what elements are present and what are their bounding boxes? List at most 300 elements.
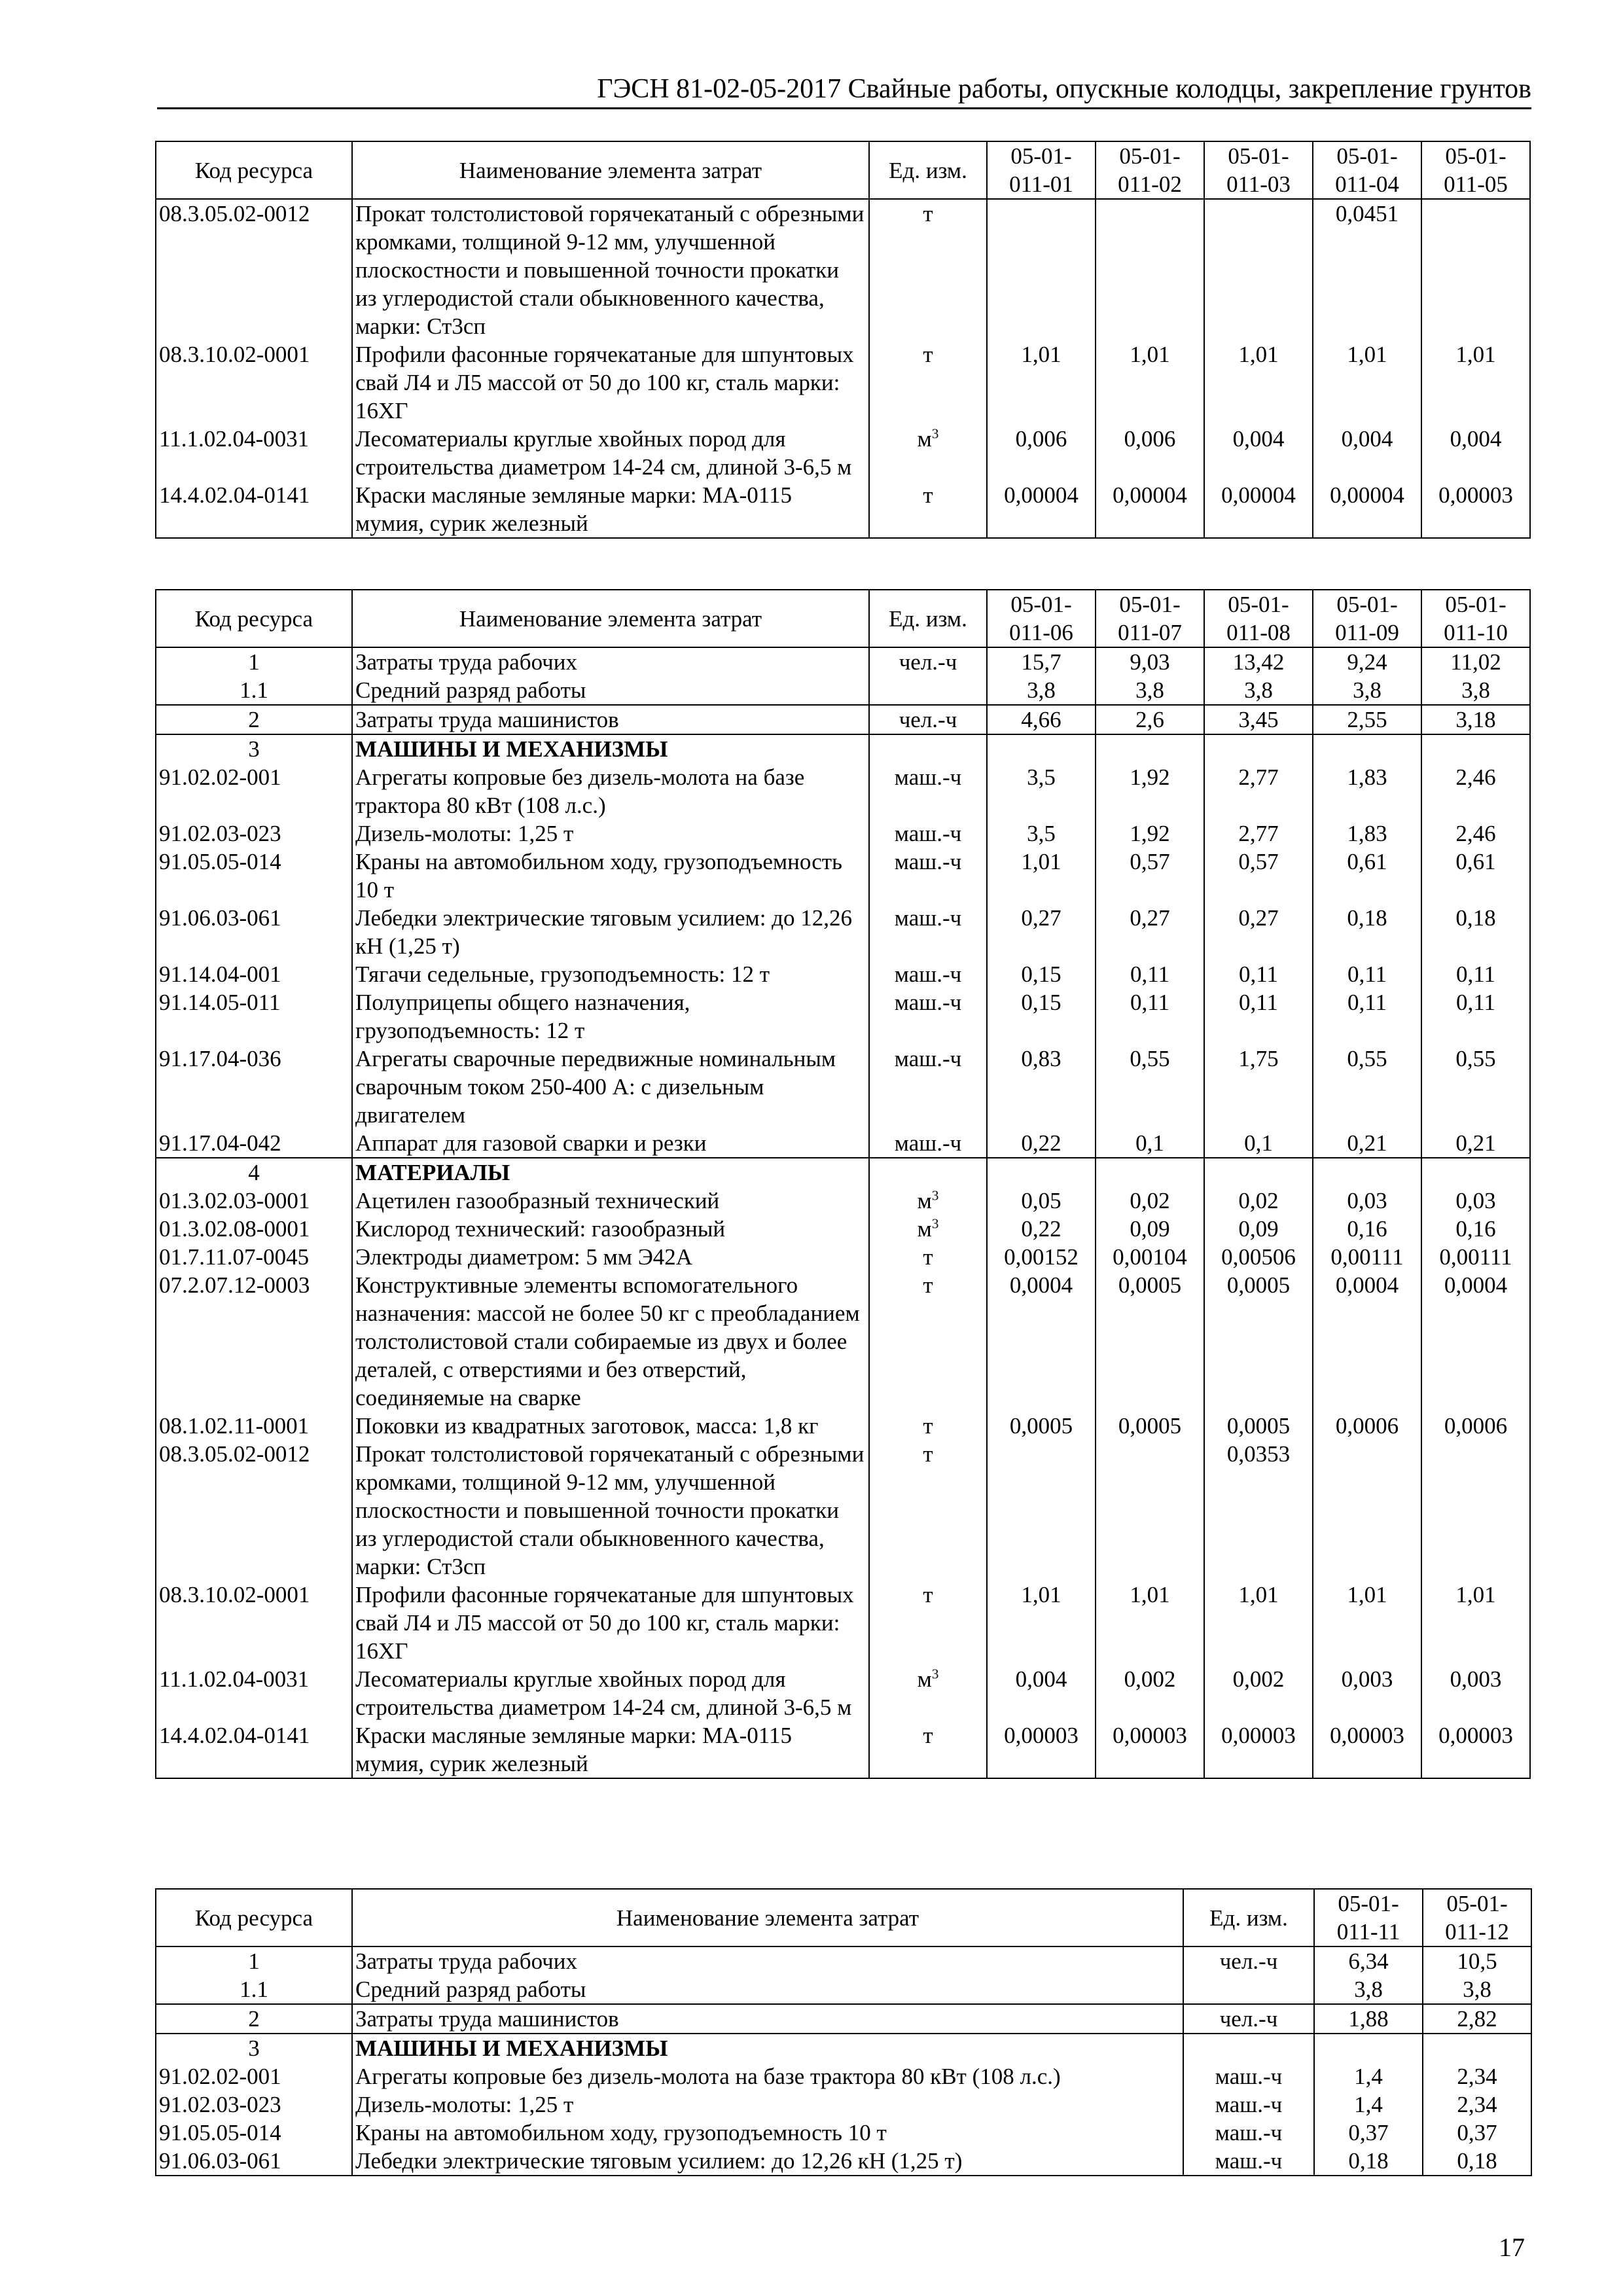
row-value: 1,01 bbox=[1421, 1581, 1530, 1665]
row-value: 0,00003 bbox=[1421, 1721, 1530, 1778]
row-unit bbox=[869, 988, 987, 1045]
header-row bbox=[156, 590, 1530, 647]
row-value: 0,03 bbox=[1313, 1187, 1421, 1215]
row-value: 0,004 bbox=[1313, 425, 1421, 481]
row-value: 1,83 bbox=[1313, 763, 1421, 819]
row-value: 2,46 bbox=[1421, 763, 1530, 819]
row-value: 0,00152 bbox=[987, 1243, 1096, 1271]
row-unit-text: м bbox=[917, 1666, 932, 1692]
row-code: 4 bbox=[156, 1158, 352, 1187]
row-value: 1,01 bbox=[1204, 1581, 1313, 1665]
row-unit bbox=[869, 848, 987, 904]
row-code: 2 bbox=[156, 705, 352, 734]
header-column-2: 05-01-011-12 bbox=[1423, 1889, 1531, 1946]
row-value: 0,00111 bbox=[1313, 1243, 1421, 1271]
row-unit bbox=[869, 1412, 987, 1440]
row-value bbox=[1423, 2034, 1531, 2062]
row-unit bbox=[869, 1440, 987, 1581]
row-value: 1,01 bbox=[1096, 340, 1204, 425]
row-unit-text: маш.-ч bbox=[894, 849, 962, 874]
header-column-4: 05-01-011-09 bbox=[1313, 590, 1421, 647]
header-column-5: 05-01-011-10 bbox=[1421, 590, 1530, 647]
row-unit-text: т bbox=[923, 1272, 933, 1298]
row-value: 0,0353 bbox=[1204, 1440, 1313, 1581]
row-unit bbox=[1183, 2147, 1314, 2176]
row-unit bbox=[869, 1243, 987, 1271]
row-value: 0,0004 bbox=[987, 1271, 1096, 1412]
row-unit bbox=[869, 904, 987, 960]
row-name: Затраты труда рабочих bbox=[352, 647, 869, 676]
row-value: 0,00004 bbox=[1204, 481, 1313, 538]
row-value bbox=[1421, 199, 1530, 340]
table-row bbox=[156, 199, 1530, 340]
document-header: ГЭСН 81-02-05-2017 Свайные работы, опускные колодцы, закрепление грунтов bbox=[597, 74, 1531, 104]
row-value: 0,18 bbox=[1313, 904, 1421, 960]
row-value: 0,00004 bbox=[1313, 481, 1421, 538]
row-value: 0,09 bbox=[1204, 1215, 1313, 1243]
row-value: 0,02 bbox=[1204, 1187, 1313, 1215]
row-value: 0,0005 bbox=[1204, 1412, 1313, 1440]
table-row bbox=[156, 1271, 1530, 1412]
row-value: 1,4 bbox=[1314, 2062, 1423, 2090]
row-value: 2,34 bbox=[1423, 2090, 1531, 2119]
table-row bbox=[156, 647, 1530, 676]
row-unit bbox=[869, 676, 987, 705]
row-unit-superscript: 3 bbox=[931, 1187, 939, 1204]
row-code: 08.3.10.02-0001 bbox=[156, 340, 352, 425]
row-unit bbox=[869, 481, 987, 538]
resource-table-3 bbox=[155, 1888, 1532, 2176]
row-code: 91.14.04-001 bbox=[156, 960, 352, 988]
header-column-3: 05-01-011-03 bbox=[1204, 141, 1313, 199]
table-row bbox=[156, 1158, 1530, 1187]
row-code: 1.1 bbox=[156, 1975, 352, 2004]
row-name: Средний разряд работы bbox=[352, 676, 869, 705]
table-row bbox=[156, 676, 1530, 705]
header-column-3: 05-01-011-08 bbox=[1204, 590, 1313, 647]
table-row bbox=[156, 2147, 1531, 2176]
row-value: 0,00004 bbox=[987, 481, 1096, 538]
row-unit-text: маш.-ч bbox=[1215, 2064, 1283, 2089]
row-value: 0,00004 bbox=[1096, 481, 1204, 538]
row-value: 0,0005 bbox=[1204, 1271, 1313, 1412]
row-code: 11.1.02.04-0031 bbox=[156, 1665, 352, 1721]
row-code: 91.06.03-061 bbox=[156, 2147, 352, 2176]
row-name: Полуприцепы общего назначения, грузоподъемность: 12 т bbox=[352, 988, 869, 1045]
table-row bbox=[156, 848, 1530, 904]
row-code: 1 bbox=[156, 1946, 352, 1975]
table-row bbox=[156, 988, 1530, 1045]
row-value: 0,55 bbox=[1096, 1045, 1204, 1129]
row-name: Дизель-молоты: 1,25 т bbox=[352, 819, 869, 848]
row-unit-text: маш.-ч bbox=[894, 961, 962, 987]
header-column-4: 05-01-011-04 bbox=[1313, 141, 1421, 199]
row-value: 0,55 bbox=[1313, 1045, 1421, 1129]
row-value: 0,0005 bbox=[1096, 1271, 1204, 1412]
table-row bbox=[156, 1975, 1531, 2004]
row-name: Лесоматериалы круглые хвойных пород для строительства диаметром 14-24 см, длиной 3-6,5 м bbox=[352, 1665, 869, 1721]
row-value: 2,34 bbox=[1423, 2062, 1531, 2090]
row-value: 2,82 bbox=[1423, 2004, 1531, 2034]
row-name: Затраты труда машинистов bbox=[352, 2004, 1183, 2034]
row-unit-text: т bbox=[923, 1413, 933, 1439]
row-value: 0,004 bbox=[1204, 425, 1313, 481]
row-name: Конструктивные элементы вспомогательного назначения: массой не более 50 кг с преобладанием толстолистовой стали собираемые из двух и более деталей, с отверстиями и без отверстий, соединяемые на сварке bbox=[352, 1271, 869, 1412]
header-unit: Ед. изм. bbox=[869, 590, 987, 647]
row-value: 1,01 bbox=[987, 340, 1096, 425]
row-value: 4,66 bbox=[987, 705, 1096, 734]
row-unit bbox=[1183, 2004, 1314, 2034]
row-value: 2,77 bbox=[1204, 763, 1313, 819]
row-unit-text: т bbox=[923, 201, 933, 226]
row-value: 0,21 bbox=[1421, 1129, 1530, 1158]
row-name: Лебедки электрические тяговым усилием: до 12,26 кН (1,25 т) bbox=[352, 904, 869, 960]
row-value: 0,61 bbox=[1421, 848, 1530, 904]
header-unit: Ед. изм. bbox=[1183, 1889, 1314, 1946]
table-row bbox=[156, 1721, 1530, 1778]
row-name: Электроды диаметром: 5 мм Э42А bbox=[352, 1243, 869, 1271]
row-value bbox=[1421, 1158, 1530, 1187]
row-code: 01.3.02.08-0001 bbox=[156, 1215, 352, 1243]
row-value: 0,003 bbox=[1313, 1665, 1421, 1721]
row-value: 1,01 bbox=[1096, 1581, 1204, 1665]
table-row bbox=[156, 1129, 1530, 1158]
row-code: 91.02.02-001 bbox=[156, 2062, 352, 2090]
row-unit bbox=[869, 1271, 987, 1412]
row-value: 3,45 bbox=[1204, 705, 1313, 734]
row-code: 91.17.04-042 bbox=[156, 1129, 352, 1158]
row-value: 0,15 bbox=[987, 988, 1096, 1045]
row-code: 3 bbox=[156, 2034, 352, 2062]
header-column-2: 05-01-011-02 bbox=[1096, 141, 1204, 199]
row-unit-text: маш.-ч bbox=[894, 905, 962, 931]
table-row bbox=[156, 819, 1530, 848]
table-row bbox=[156, 1440, 1530, 1581]
row-value: 2,55 bbox=[1313, 705, 1421, 734]
row-value: 0,11 bbox=[1421, 988, 1530, 1045]
header-unit: Ед. изм. bbox=[869, 141, 987, 199]
row-value: 1,01 bbox=[1204, 340, 1313, 425]
table-row bbox=[156, 481, 1530, 538]
row-value: 0,09 bbox=[1096, 1215, 1204, 1243]
table-row bbox=[156, 1243, 1530, 1271]
row-unit-text: т bbox=[923, 482, 933, 508]
row-unit bbox=[869, 1045, 987, 1129]
row-value: 0,11 bbox=[1096, 988, 1204, 1045]
row-value bbox=[1314, 2034, 1423, 2062]
row-value bbox=[987, 1158, 1096, 1187]
row-value: 1,88 bbox=[1314, 2004, 1423, 2034]
row-unit bbox=[869, 199, 987, 340]
row-code: 91.05.05-014 bbox=[156, 848, 352, 904]
row-name: Профили фасонные горячекатаные для шпунтовых свай Л4 и Л5 массой от 50 до 100 кг, сталь марки: 16ХГ bbox=[352, 1581, 869, 1665]
row-name: Лесоматериалы круглые хвойных пород для строительства диаметром 14-24 см, длиной 3-6,5 м bbox=[352, 425, 869, 481]
row-code: 08.1.02.11-0001 bbox=[156, 1412, 352, 1440]
row-name: Средний разряд работы bbox=[352, 1975, 1183, 2004]
row-value: 0,18 bbox=[1314, 2147, 1423, 2176]
header-column-1: 05-01-011-01 bbox=[987, 141, 1096, 199]
row-value: 1,01 bbox=[1421, 340, 1530, 425]
row-value: 0,1 bbox=[1204, 1129, 1313, 1158]
row-name: Агрегаты копровые без дизель-молота на базе трактора 80 кВт (108 л.с.) bbox=[352, 2062, 1183, 2090]
row-code: 2 bbox=[156, 2004, 352, 2034]
row-value: 1,92 bbox=[1096, 763, 1204, 819]
row-unit bbox=[869, 819, 987, 848]
row-value: 0,18 bbox=[1421, 904, 1530, 960]
row-name: Прокат толстолистовой горячекатаный с обрезными кромками, толщиной 9-12 мм, улучшенной плоскостности и повышенной точности прокатки из углеродистой стали обыкновенного качества, марки: Ст3сп bbox=[352, 199, 869, 340]
row-unit-text: т bbox=[923, 1244, 933, 1270]
row-value: 0,00111 bbox=[1421, 1243, 1530, 1271]
row-value: 0,1 bbox=[1096, 1129, 1204, 1158]
header-column-1: 05-01-011-06 bbox=[987, 590, 1096, 647]
resource-table-1 bbox=[155, 141, 1531, 539]
row-code: 01.7.11.07-0045 bbox=[156, 1243, 352, 1271]
table-row bbox=[156, 904, 1530, 960]
table-row bbox=[156, 734, 1530, 763]
row-unit bbox=[1183, 1975, 1314, 2004]
row-value: 9,24 bbox=[1313, 647, 1421, 676]
table-row bbox=[156, 1187, 1530, 1215]
row-code: 08.3.10.02-0001 bbox=[156, 1581, 352, 1665]
row-value: 0,0006 bbox=[1313, 1412, 1421, 1440]
row-value: 1,83 bbox=[1313, 819, 1421, 848]
row-code: 3 bbox=[156, 734, 352, 763]
row-value: 2,46 bbox=[1421, 819, 1530, 848]
row-value: 0,02 bbox=[1096, 1187, 1204, 1215]
table-row bbox=[156, 340, 1530, 425]
row-value: 0,006 bbox=[987, 425, 1096, 481]
row-value: 0,16 bbox=[1313, 1215, 1421, 1243]
row-value: 3,8 bbox=[1314, 1975, 1423, 2004]
row-name: Затраты труда рабочих bbox=[352, 1946, 1183, 1975]
row-value: 2,77 bbox=[1204, 819, 1313, 848]
row-name: Лебедки электрические тяговым усилием: до 12,26 кН (1,25 т) bbox=[352, 2147, 1183, 2176]
row-code: 91.02.03-023 bbox=[156, 819, 352, 848]
row-value: 0,006 bbox=[1096, 425, 1204, 481]
row-value: 0,83 bbox=[987, 1045, 1096, 1129]
row-code: 91.02.02-001 bbox=[156, 763, 352, 819]
table-row bbox=[156, 2062, 1531, 2090]
row-value: 3,18 bbox=[1421, 705, 1530, 734]
row-unit-text: м bbox=[917, 1216, 932, 1242]
row-unit-text: м bbox=[917, 426, 932, 452]
row-value: 0,15 bbox=[987, 960, 1096, 988]
row-code: 91.05.05-014 bbox=[156, 2119, 352, 2147]
row-value: 0,27 bbox=[1204, 904, 1313, 960]
row-unit-superscript: 3 bbox=[931, 1215, 939, 1232]
row-value: 0,11 bbox=[1204, 960, 1313, 988]
row-value: 0,18 bbox=[1423, 2147, 1531, 2176]
header-name: Наименование элемента затрат bbox=[352, 590, 869, 647]
header-column-5: 05-01-011-05 bbox=[1421, 141, 1530, 199]
row-value: 0,002 bbox=[1096, 1665, 1204, 1721]
header-column-1: 05-01-011-11 bbox=[1314, 1889, 1423, 1946]
row-unit bbox=[869, 647, 987, 676]
row-unit-superscript: 3 bbox=[931, 1666, 939, 1682]
header-name: Наименование элемента затрат bbox=[352, 1889, 1183, 1946]
row-value: 0,22 bbox=[987, 1215, 1096, 1243]
row-unit bbox=[1183, 2034, 1314, 2062]
row-value: 0,0005 bbox=[987, 1412, 1096, 1440]
row-unit bbox=[869, 1187, 987, 1215]
row-code: 91.14.05-011 bbox=[156, 988, 352, 1045]
row-unit-text: т bbox=[923, 1723, 933, 1748]
table-row bbox=[156, 763, 1530, 819]
row-value bbox=[1204, 1158, 1313, 1187]
row-value: 0,21 bbox=[1313, 1129, 1421, 1158]
row-value: 3,8 bbox=[1421, 676, 1530, 705]
row-value: 0,05 bbox=[987, 1187, 1096, 1215]
row-unit bbox=[1183, 1946, 1314, 1975]
row-value: 0,37 bbox=[1423, 2119, 1531, 2147]
row-unit bbox=[869, 763, 987, 819]
row-code: 1.1 bbox=[156, 676, 352, 705]
row-name: Аппарат для газовой сварки и резки bbox=[352, 1129, 869, 1158]
row-value: 1,92 bbox=[1096, 819, 1204, 848]
row-code: 14.4.02.04-0141 bbox=[156, 1721, 352, 1778]
row-value: 0,0451 bbox=[1313, 199, 1421, 340]
row-value: 0,00003 bbox=[1204, 1721, 1313, 1778]
row-value bbox=[1313, 1440, 1421, 1581]
table-row bbox=[156, 425, 1530, 481]
table-row bbox=[156, 1581, 1530, 1665]
header-rule bbox=[157, 107, 1531, 109]
table-row bbox=[156, 1946, 1531, 1975]
row-unit-text: т bbox=[923, 1441, 933, 1467]
row-code: 11.1.02.04-0031 bbox=[156, 425, 352, 481]
row-value bbox=[987, 199, 1096, 340]
row-unit-text: маш.-ч bbox=[894, 1130, 962, 1156]
table-row bbox=[156, 2119, 1531, 2147]
row-name: Агрегаты сварочные передвижные номинальным сварочным током 250-400 А: с дизельным двигателем bbox=[352, 1045, 869, 1129]
row-name: Тягачи седельные, грузоподъемность: 12 т bbox=[352, 960, 869, 988]
row-value: 2,6 bbox=[1096, 705, 1204, 734]
row-value: 1,75 bbox=[1204, 1045, 1313, 1129]
row-value: 3,8 bbox=[1204, 676, 1313, 705]
row-value: 0,00003 bbox=[1421, 481, 1530, 538]
row-value bbox=[1313, 734, 1421, 763]
row-unit bbox=[869, 1158, 987, 1187]
row-value bbox=[1096, 199, 1204, 340]
row-unit bbox=[1183, 2119, 1314, 2147]
row-name: Краны на автомобильном ходу, грузоподъемность 10 т bbox=[352, 848, 869, 904]
row-value: 1,01 bbox=[987, 1581, 1096, 1665]
row-code: 91.02.03-023 bbox=[156, 2090, 352, 2119]
row-name: Прокат толстолистовой горячекатаный с обрезными кромками, толщиной 9-12 мм, улучшенной плоскостности и повышенной точности прокатки из углеродистой стали обыкновенного качества, марки: Ст3сп bbox=[352, 1440, 869, 1581]
row-unit-text: чел.-ч bbox=[899, 649, 957, 675]
row-code: 07.2.07.12-0003 bbox=[156, 1271, 352, 1412]
table-row bbox=[156, 2004, 1531, 2034]
row-value: 0,11 bbox=[1204, 988, 1313, 1045]
row-value: 0,11 bbox=[1313, 960, 1421, 988]
row-value: 3,5 bbox=[987, 819, 1096, 848]
row-value: 0,00003 bbox=[1313, 1721, 1421, 1778]
table-row bbox=[156, 1665, 1530, 1721]
row-code: 01.3.02.03-0001 bbox=[156, 1187, 352, 1215]
header-code: Код ресурса bbox=[156, 590, 352, 647]
row-unit-text: чел.-ч bbox=[899, 707, 957, 732]
row-unit-text: м bbox=[917, 1188, 932, 1213]
row-unit-text: маш.-ч bbox=[894, 1046, 962, 1071]
row-value bbox=[1421, 1440, 1530, 1581]
table-row bbox=[156, 2034, 1531, 2062]
row-value: 0,0004 bbox=[1313, 1271, 1421, 1412]
row-name: Краски масляные земляные марки: МА-0115 мумия, сурик железный bbox=[352, 1721, 869, 1778]
table-row bbox=[156, 705, 1530, 734]
row-unit bbox=[869, 1721, 987, 1778]
row-value: 0,03 bbox=[1421, 1187, 1530, 1215]
row-value: 0,11 bbox=[1096, 960, 1204, 988]
row-value: 0,0005 bbox=[1096, 1412, 1204, 1440]
row-value: 0,16 bbox=[1421, 1215, 1530, 1243]
row-unit bbox=[869, 425, 987, 481]
row-value: 1,01 bbox=[1313, 1581, 1421, 1665]
row-code: 91.17.04-036 bbox=[156, 1045, 352, 1129]
row-unit bbox=[869, 1215, 987, 1243]
header-row bbox=[156, 141, 1530, 199]
row-value bbox=[1096, 734, 1204, 763]
row-value: 0,0006 bbox=[1421, 1412, 1530, 1440]
row-unit-text: маш.-ч bbox=[1215, 2092, 1283, 2117]
row-unit-text: т bbox=[923, 1582, 933, 1607]
row-value: 0,57 bbox=[1204, 848, 1313, 904]
page-number: 17 bbox=[1499, 2233, 1525, 2262]
row-value: 11,02 bbox=[1421, 647, 1530, 676]
row-unit bbox=[869, 960, 987, 988]
header-code: Код ресурса bbox=[156, 1889, 352, 1946]
row-value: 6,34 bbox=[1314, 1946, 1423, 1975]
row-unit-text: т bbox=[923, 342, 933, 367]
row-unit bbox=[869, 340, 987, 425]
row-name: Поковки из квадратных заготовок, масса: 1,8 кг bbox=[352, 1412, 869, 1440]
row-value bbox=[987, 1440, 1096, 1581]
row-value: 3,8 bbox=[1313, 676, 1421, 705]
row-unit bbox=[1183, 2062, 1314, 2090]
row-value: 0,00104 bbox=[1096, 1243, 1204, 1271]
row-value: 3,8 bbox=[987, 676, 1096, 705]
row-name: Кислород технический: газообразный bbox=[352, 1215, 869, 1243]
row-value: 3,8 bbox=[1423, 1975, 1531, 2004]
row-value: 0,55 bbox=[1421, 1045, 1530, 1129]
row-name: МАШИНЫ И МЕХАНИЗМЫ bbox=[352, 734, 869, 763]
row-unit bbox=[869, 705, 987, 734]
row-unit bbox=[869, 1581, 987, 1665]
row-value bbox=[1313, 1158, 1421, 1187]
row-unit-text: маш.-ч bbox=[1215, 2148, 1283, 2174]
table-row bbox=[156, 1215, 1530, 1243]
row-code: 08.3.05.02-0012 bbox=[156, 199, 352, 340]
row-value: 0,00003 bbox=[1096, 1721, 1204, 1778]
row-value: 0,004 bbox=[1421, 425, 1530, 481]
row-name: Затраты труда машинистов bbox=[352, 705, 869, 734]
row-code: 14.4.02.04-0141 bbox=[156, 481, 352, 538]
row-name: МАТЕРИАЛЫ bbox=[352, 1158, 869, 1187]
table-row bbox=[156, 1412, 1530, 1440]
row-value: 1,4 bbox=[1314, 2090, 1423, 2119]
row-unit bbox=[1183, 2090, 1314, 2119]
row-unit-text: маш.-ч bbox=[894, 821, 962, 846]
row-name: Краски масляные земляные марки: МА-0115 мумия, сурик железный bbox=[352, 481, 869, 538]
row-unit-text: маш.-ч bbox=[894, 764, 962, 790]
row-value: 0,004 bbox=[987, 1665, 1096, 1721]
header-row bbox=[156, 1889, 1531, 1946]
row-name: Краны на автомобильном ходу, грузоподъемность 10 т bbox=[352, 2119, 1183, 2147]
row-value: 0,61 bbox=[1313, 848, 1421, 904]
row-code: 91.06.03-061 bbox=[156, 904, 352, 960]
row-unit-superscript: 3 bbox=[931, 425, 939, 442]
row-code: 08.3.05.02-0012 bbox=[156, 1440, 352, 1581]
row-name: Агрегаты копровые без дизель-молота на базе трактора 80 кВт (108 л.с.) bbox=[352, 763, 869, 819]
